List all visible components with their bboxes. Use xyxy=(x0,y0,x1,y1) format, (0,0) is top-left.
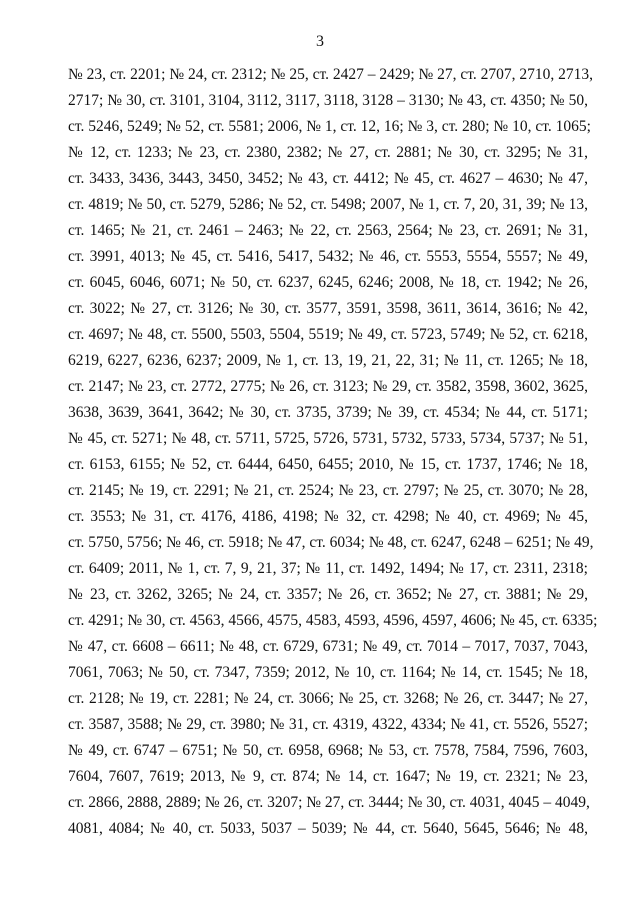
text-line: ст. 6153, 6155; № 52, ст. 6444, 6450, 6455; 2010, № 15, ст. 1737, 1746; № 18, xyxy=(68,456,588,473)
text-line: ст. 5750, 5756; № 46, ст. 5918; № 47, ст. 6034; № 48, ст. 6247, 6248 – 6251; № 49, xyxy=(68,534,594,551)
text-line: 6219, 6227, 6236, 6237; 2009, № 1, ст. 13, 19, 21, 22, 31; № 11, ст. 1265; № 18, xyxy=(68,352,588,369)
text-line: 7604, 7607, 7619; 2013, № 9, ст. 874; № 14, ст. 1647; № 19, ст. 2321; № 23, xyxy=(68,768,588,785)
text-line: № 23, ст. 2201; № 24, ст. 2312; № 25, ст. 2427 – 2429; № 27, ст. 2707, 2710, 2713, xyxy=(68,66,594,83)
citation-text-block xyxy=(68,62,598,842)
text-line: ст. 3991, 4013; № 45, ст. 5416, 5417, 5432; № 46, ст. 5553, 5554, 5557; № 49, xyxy=(68,248,588,265)
page-number: 3 xyxy=(316,33,324,50)
text-line: ст. 1465; № 21, ст. 2461 – 2463; № 22, ст. 2563, 2564; № 23, ст. 2691; № 31, xyxy=(68,222,588,239)
text-line: ст. 4291; № 30, ст. 4563, 4566, 4575, 4583, 4593, 4596, 4597, 4606; № 45, ст. 6335; xyxy=(68,612,598,629)
text-line: ст. 2866, 2888, 2889; № 26, ст. 3207; № 27, ст. 3444; № 30, ст. 4031, 4045 – 4049, xyxy=(68,794,590,811)
text-line: № 49, ст. 6747 – 6751; № 50, ст. 6958, 6968; № 53, ст. 7578, 7584, 7596, 7603, xyxy=(68,742,588,759)
text-line: № 12, ст. 1233; № 23, ст. 2380, 2382; № 27, ст. 2881; № 30, ст. 3295; № 31, xyxy=(68,144,588,161)
text-line: ст. 4819; № 50, ст. 5279, 5286; № 52, ст. 5498; 2007, № 1, ст. 7, 20, 31, 39; № 13, xyxy=(68,196,588,213)
text-line: 4081, 4084; № 40, ст. 5033, 5037 – 5039; № 44, ст. 5640, 5645, 5646; № 48, xyxy=(68,820,588,837)
text-line: ст. 2145; № 19, ст. 2291; № 21, ст. 2524; № 23, ст. 2797; № 25, ст. 3070; № 28, xyxy=(68,482,588,499)
text-line: № 47, ст. 6608 – 6611; № 48, ст. 6729, 6731; № 49, ст. 7014 – 7017, 7037, 7043, xyxy=(68,638,588,655)
text-line: ст. 6409; 2011, № 1, ст. 7, 9, 21, 37; № 11, ст. 1492, 1494; № 17, ст. 2311, 2318; xyxy=(68,560,588,577)
text-line: ст. 3553; № 31, ст. 4176, 4186, 4198; № 32, ст. 4298; № 40, ст. 4969; № 45, xyxy=(68,508,588,525)
text-line: 3638, 3639, 3641, 3642; № 30, ст. 3735, 3739; № 39, ст. 4534; № 44, ст. 5171; xyxy=(68,404,588,421)
text-line: ст. 6045, 6046, 6071; № 50, ст. 6237, 6245, 6246; 2008, № 18, ст. 1942; № 26, xyxy=(68,274,588,291)
text-line: ст. 3587, 3588; № 29, ст. 3980; № 31, ст. 4319, 4322, 4334; № 41, ст. 5526, 5527; xyxy=(68,716,588,733)
text-line: ст. 5246, 5249; № 52, ст. 5581; 2006, № 1, ст. 12, 16; № 3, ст. 280; № 10, ст. 1065; xyxy=(68,118,591,135)
text-line: № 45, ст. 5271; № 48, ст. 5711, 5725, 5726, 5731, 5732, 5733, 5734, 5737; № 51, xyxy=(68,430,588,447)
text-line: № 23, ст. 3262, 3265; № 24, ст. 3357; № 26, ст. 3652; № 27, ст. 3881; № 29, xyxy=(68,586,588,603)
text-line: ст. 4697; № 48, ст. 5500, 5503, 5504, 5519; № 49, ст. 5723, 5749; № 52, ст. 6218, xyxy=(68,326,588,343)
text-line: ст. 3022; № 27, ст. 3126; № 30, ст. 3577, 3591, 3598, 3611, 3614, 3616; № 42, xyxy=(68,300,588,317)
text-line: ст. 2147; № 23, ст. 2772, 2775; № 26, ст. 3123; № 29, ст. 3582, 3598, 3602, 3625, xyxy=(68,378,588,395)
text-line: 2717; № 30, ст. 3101, 3104, 3112, 3117, 3118, 3128 – 3130; № 43, ст. 4350; № 50, xyxy=(68,92,588,109)
text-line: ст. 2128; № 19, ст. 2281; № 24, ст. 3066; № 25, ст. 3268; № 26, ст. 3447; № 27, xyxy=(68,690,588,707)
text-line: ст. 3433, 3436, 3443, 3450, 3452; № 43, ст. 4412; № 45, ст. 4627 – 4630; № 47, xyxy=(68,170,588,187)
text-line: 7061, 7063; № 50, ст. 7347, 7359; 2012, № 10, ст. 1164; № 14, ст. 1545; № 18, xyxy=(68,664,588,681)
